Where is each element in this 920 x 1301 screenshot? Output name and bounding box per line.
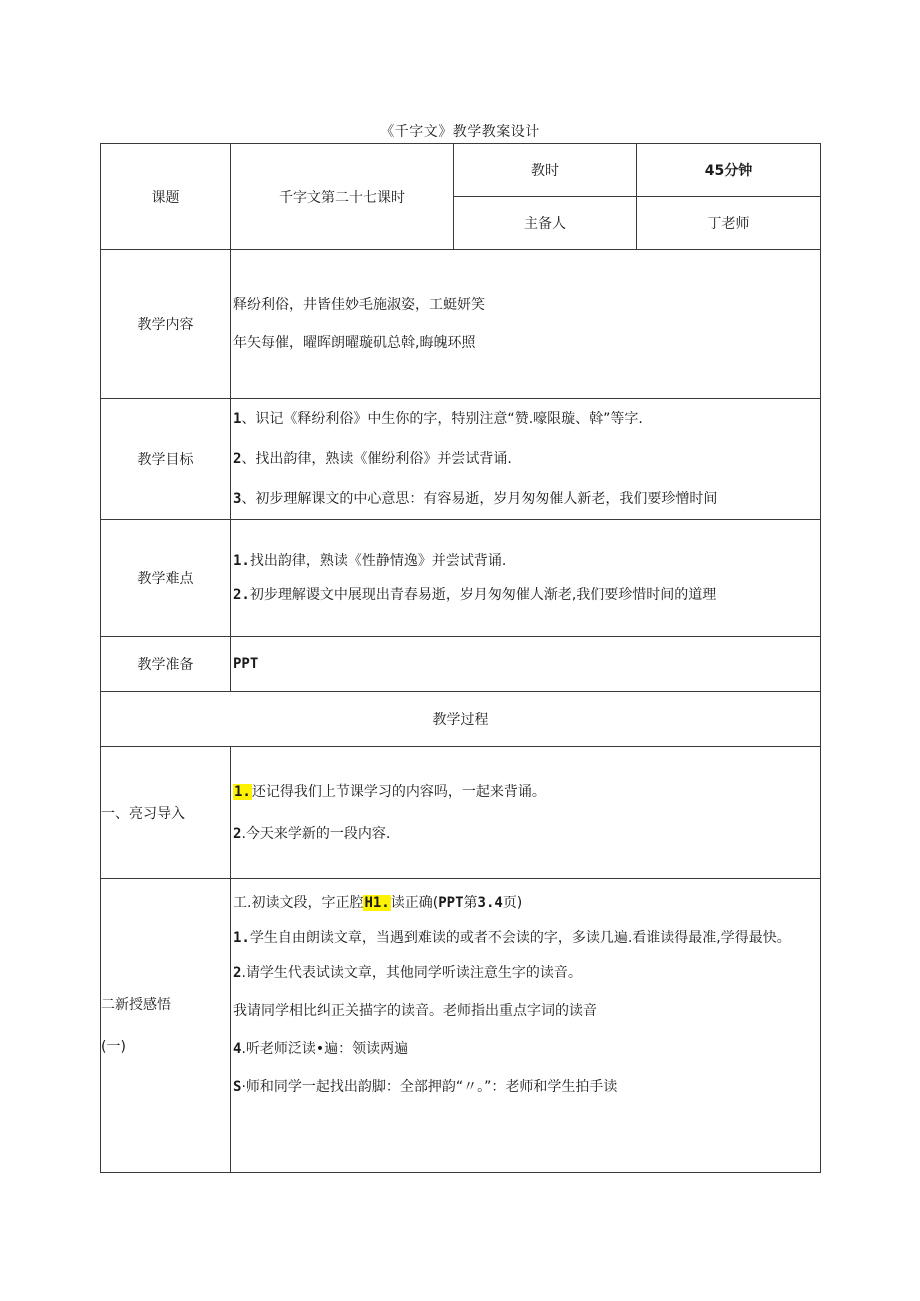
step2-item-text: 学生自由朗读文章，当遇到难读的或者不会读的字，多读几遍.看谁读得最准,学得最快。 <box>249 930 791 946</box>
difficulties-cell <box>231 520 821 637</box>
lesson-plan-table <box>100 143 821 1173</box>
difficulty-text: 找出韵律，熟读《性静情逸》并尝试背诵. <box>249 553 507 569</box>
period-value: 45分钟 <box>637 144 821 197</box>
content-line-2: 年矢每催，曜晖朗曜璇矶总斡,晦魄环照 <box>233 335 476 351</box>
goal-item <box>233 449 818 469</box>
content-cell <box>231 250 821 399</box>
step2-item <box>233 1001 818 1021</box>
difficulty-item <box>233 551 818 571</box>
highlight-mark: 1. <box>234 783 251 800</box>
goal-item <box>233 409 818 429</box>
preparation-value: PPT <box>233 656 259 672</box>
step2-item-text: ·师和同学一起找出韵脚：全部押韵“〃。”：老师和学生拍手读 <box>241 1079 618 1095</box>
step2-sublabel: (一) <box>101 1038 126 1055</box>
step2-item-text: .听老师泛读•遍：领读两遍 <box>241 1041 409 1057</box>
preparation-label: 教学准备 <box>101 637 231 692</box>
preparer-value: 丁老师 <box>637 197 821 250</box>
step2-item <box>233 1077 818 1097</box>
step2-item <box>233 1039 818 1059</box>
step2-cell <box>231 879 821 1173</box>
heading-text: 第 <box>463 895 478 911</box>
step1-line-2-text: .今天来学新的一段内容. <box>241 825 391 842</box>
step1-line-1 <box>233 782 818 802</box>
preparation-cell <box>231 637 821 692</box>
step2-item-text: .请学生代表试读文章，其他同学听读注意生字的读音。 <box>241 965 582 981</box>
highlight-mark: H1. <box>364 895 390 911</box>
goal-item <box>233 489 818 509</box>
goal-num: 1 <box>233 411 242 427</box>
difficulty-num: 2. <box>233 587 250 603</box>
goal-num: 2 <box>233 451 242 467</box>
preparer-label: 主备人 <box>454 197 637 250</box>
step1-cell <box>231 747 821 879</box>
goal-text: 、识记《释纷利俗》中生你的字，特别注意“赞.嚎限璇、斡”等字. <box>241 411 643 427</box>
step1-line-1-text: 还记得我们上节课学习的内容吗，一起来背诵。 <box>251 783 546 800</box>
step2-item-num: 4 <box>233 1041 242 1057</box>
step2-item-text: 我请同学相比纠正关描字的读音。老师指出重点字词的读音 <box>233 1003 597 1019</box>
heading-pages: 3.4 <box>477 895 503 911</box>
goals-cell <box>231 399 821 520</box>
process-header: 教学过程 <box>101 692 821 747</box>
content-line-1: 释纷利俗，井皆佳妙毛施淑姿，工蜓妍笑 <box>233 297 485 313</box>
goal-text: 、找出韵律，熟读《催纷利俗》并尝试背诵. <box>241 451 512 467</box>
step2-item <box>233 928 813 948</box>
heading-ppt: PPT <box>438 895 464 911</box>
step2-item-num: S <box>233 1079 242 1095</box>
step2-heading <box>233 893 818 913</box>
document-title: 《千字文》教学教案设计 <box>380 124 540 140</box>
heading-text: 工.初读文段，字正腔 <box>233 895 364 911</box>
step2-label: 二新授感悟 <box>101 996 171 1013</box>
topic-value: 千字文第二十七课时 <box>231 144 454 250</box>
heading-text: 页) <box>502 895 523 911</box>
goals-label: 教学目标 <box>101 399 231 520</box>
difficulty-item <box>233 585 818 605</box>
step2-label-cell <box>101 879 231 1173</box>
step2-item <box>233 963 818 983</box>
difficulty-num: 1. <box>233 553 250 569</box>
step2-item-num: 2 <box>233 965 242 981</box>
step2-item-num: 1. <box>233 930 250 946</box>
content-label: 教学内容 <box>101 250 231 399</box>
step1-line-2 <box>233 824 818 844</box>
heading-text: 读正确( <box>390 895 439 911</box>
topic-label: 课题 <box>101 144 231 250</box>
step1-line-2-num: 2 <box>233 825 242 842</box>
step1-label: 一、亮习导入 <box>101 747 231 879</box>
difficulties-label: 教学难点 <box>101 520 231 637</box>
period-label: 教时 <box>454 144 637 197</box>
goal-num: 3 <box>233 491 242 507</box>
difficulty-text: 初步理解谡文中展现出青春易逝，岁月匆匆催人渐老,我们要珍惜时间的道理 <box>249 587 717 603</box>
goal-text: 、初步理解课文的中心意思：有容易逝，岁月匆匆催人新老，我们要珍憎时间 <box>241 491 718 507</box>
